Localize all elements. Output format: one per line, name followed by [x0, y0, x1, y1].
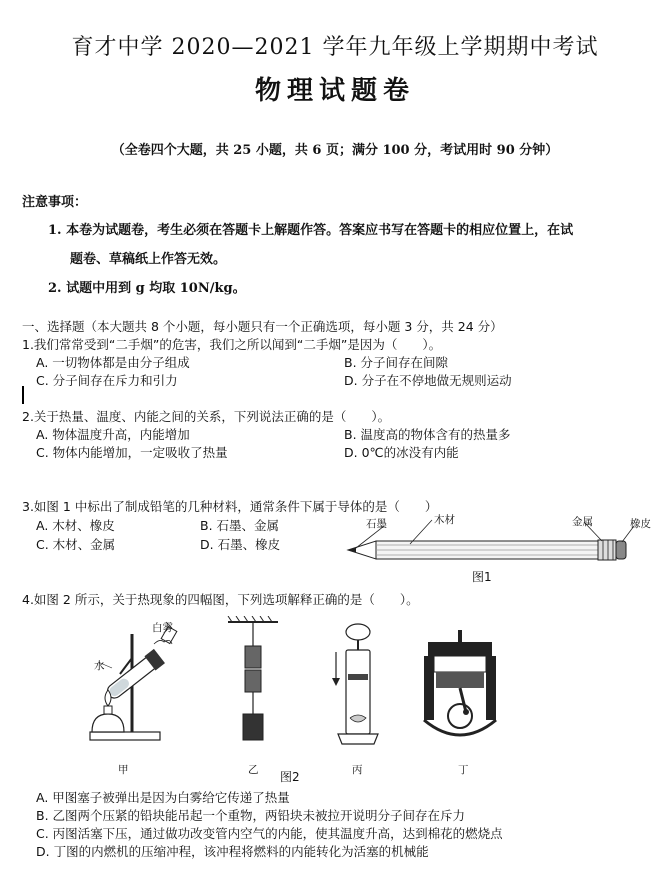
- question-4-option-b: B. 乙图两个压紧的铅块能吊起一个重物，两铅块未被拉开说明分子间存在斥力: [36, 808, 466, 823]
- question-1-option-b: B. 分子间存在间隙: [344, 355, 449, 370]
- lead-blocks-figure: [224, 616, 284, 746]
- question-1-option-c: C. 分子间存在斥力和引力: [36, 373, 178, 388]
- test-tube-figure: [84, 614, 194, 744]
- question-2-option-c: C. 物体内能增加，一定吸收了热量: [36, 445, 228, 460]
- engine-figure: [422, 628, 498, 746]
- figure-yi-label: 乙: [248, 764, 259, 776]
- question-3-option-c: C. 木材、金属: [36, 537, 116, 552]
- exam-summary: （全卷四个大题，共 25 小题，共 6 页；满分 100 分，考试用时 90 分钟）: [111, 143, 559, 158]
- pencil-label-metal: 金属: [572, 516, 593, 528]
- notice-item-2: 2. 试题中用到 g 均取 10N/kg。: [48, 281, 246, 296]
- pencil-figure: [340, 508, 660, 570]
- figure-bing-label: 丙: [352, 764, 363, 776]
- figure-ding-label: 丁: [458, 764, 469, 776]
- notice-item-1-cont: 题卷、草稿纸上作答无效。: [70, 252, 227, 267]
- question-1-option-d: D. 分子在不停地做无规则运动: [344, 373, 512, 388]
- question-3-option-d: D. 石墨、橡皮: [200, 537, 281, 552]
- question-4-option-c: C. 丙图活塞下压，通过做功改变管内空气的内能，使其温度升高，达到棉花的燃烧点: [36, 826, 503, 841]
- figure-2-caption: 图2: [280, 770, 300, 784]
- question-4-stem: 4.如图 2 所示，关于热现象的四幅图，下列选项解释正确的是（ ）。: [22, 592, 419, 607]
- question-4-option-d: D. 丁图的内燃机的压缩冲程，该冲程将燃料的内能转化为活塞的机械能: [36, 844, 429, 859]
- exam-subtitle: 物理试题卷: [254, 76, 415, 106]
- question-2-option-b: B. 温度高的物体含有的热量多: [344, 427, 511, 442]
- notice-item-1: 1. 本卷为试题卷，考生必须在答题卡上解题作答。答案应书写在答题卡的相应位置上，在试: [48, 223, 574, 238]
- air-compression-figure: [330, 622, 380, 750]
- question-3-stem: 3.如图 1 中标出了制成铅笔的几种材料，通常条件下属于导体的是（ ）: [22, 499, 438, 514]
- pencil-label-graphite: 石墨: [366, 518, 387, 530]
- figure-1-caption: 图1: [472, 570, 492, 584]
- exam-title: 育才中学 2020—2021 学年九年级上学期期中考试: [71, 35, 599, 60]
- label-water: 水: [94, 660, 105, 672]
- label-mist: 白雾: [152, 622, 173, 634]
- question-3-option-b: B. 石墨、金属: [200, 518, 280, 533]
- section-heading: 一、选择题（本大题共 8 个小题，每小题只有一个正确选项，每小题 3 分，共 24 分）: [22, 319, 503, 334]
- figure-jia-label: 甲: [118, 764, 129, 776]
- question-3-option-a: A. 木材、橡皮: [36, 518, 115, 533]
- question-2-option-d: D. 0℃的冰没有内能: [344, 445, 459, 460]
- notice-heading: 注意事项：: [22, 195, 88, 210]
- pencil-label-wood: 木材: [434, 514, 455, 526]
- question-1-option-a: A. 一切物体都是由分子组成: [36, 355, 190, 370]
- question-1-stem: 1.我们常常受到“二手烟”的危害，我们之所以闻到“二手烟”是因为（ ）。: [22, 337, 442, 352]
- pencil-label-eraser: 橡皮: [630, 518, 651, 530]
- question-2-stem: 2.关于热量、温度、内能之间的关系，下列说法正确的是（ ）。: [22, 409, 391, 424]
- question-2-option-a: A. 物体温度升高，内能增加: [36, 427, 190, 442]
- question-4-option-a: A. 甲图塞子被弹出是因为白雾给它传递了热量: [36, 790, 290, 805]
- text-cursor: [22, 386, 24, 404]
